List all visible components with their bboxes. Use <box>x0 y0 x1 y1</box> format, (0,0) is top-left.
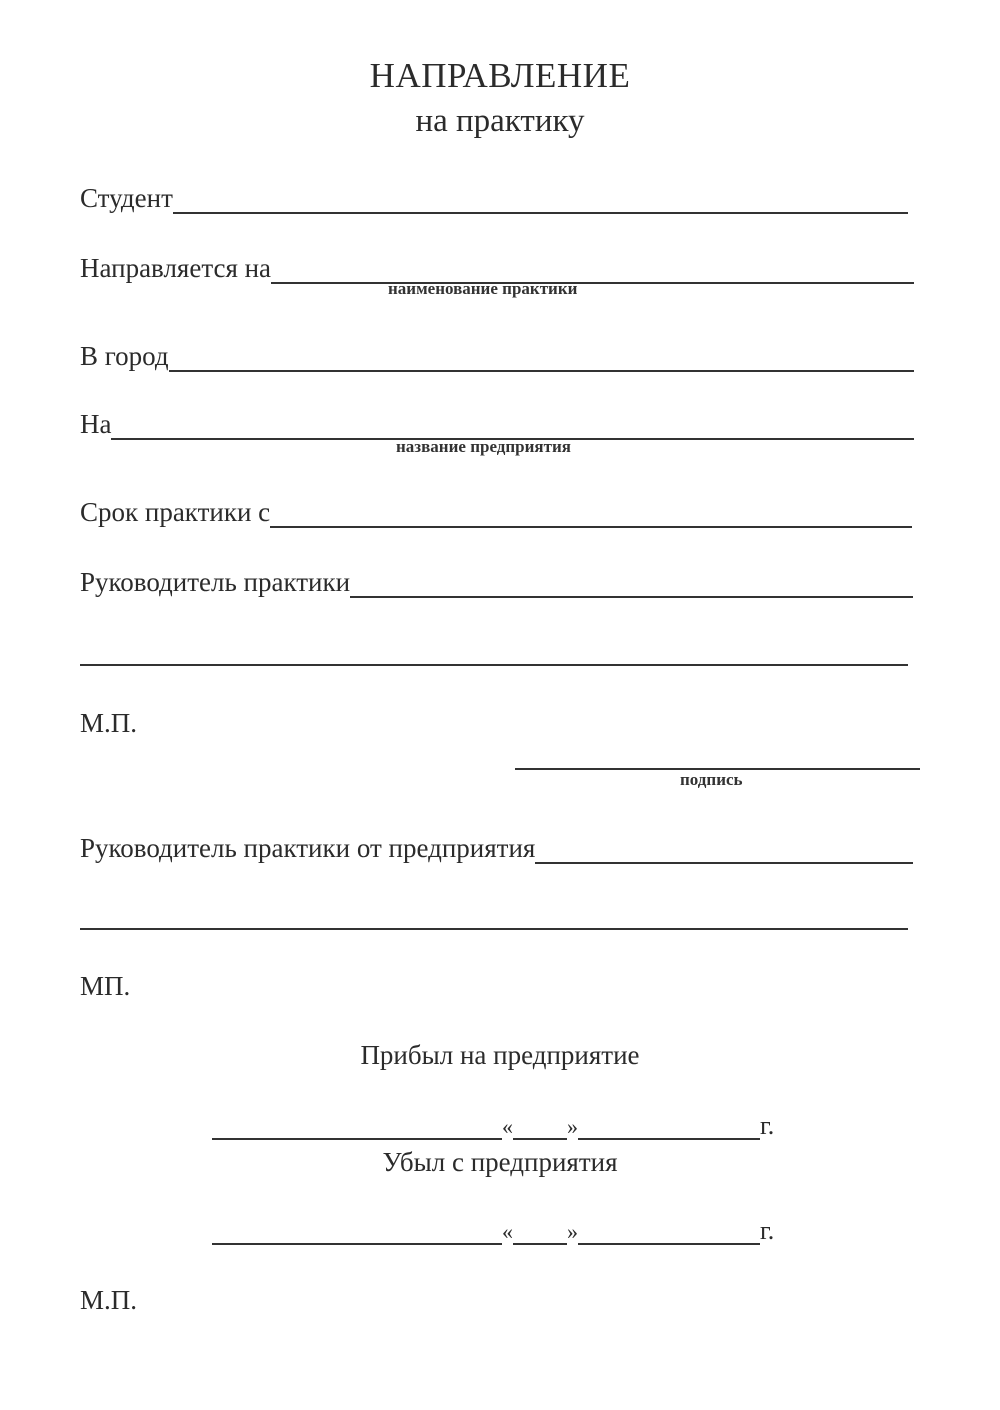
departure-day-field[interactable] <box>513 1213 567 1245</box>
arrival-day-field[interactable] <box>513 1108 567 1140</box>
arrival-open-quote: « <box>502 1114 513 1139</box>
period-field[interactable] <box>270 492 912 528</box>
departure-open-quote: « <box>502 1219 513 1244</box>
enterprise-supervisor-label: Руководитель практики от предприятия <box>80 833 536 863</box>
arrival-place-field[interactable] <box>212 1108 502 1140</box>
supervisor-continuation-field[interactable] <box>80 664 908 666</box>
page-subtitle: на практику <box>415 103 585 139</box>
student-row <box>80 180 908 214</box>
student-field[interactable] <box>173 178 908 214</box>
page-title: НАПРАВЛЕНИЕ <box>369 56 631 95</box>
practice-name-hint: наименование практики <box>388 279 578 298</box>
supervisor-field[interactable] <box>350 562 913 598</box>
enterprise-name-hint: название предприятия <box>396 437 571 456</box>
departure-month-field[interactable] <box>578 1213 760 1245</box>
stamp-label-3: М.П. <box>80 1285 138 1315</box>
period-label: Срок практики с <box>80 497 271 527</box>
enterprise-supervisor-continuation-field[interactable] <box>80 928 908 930</box>
departure-place-field[interactable] <box>212 1213 502 1245</box>
arrival-close-quote: » <box>567 1114 578 1139</box>
departure-close-quote: » <box>567 1219 578 1244</box>
supervisor-label: Руководитель практики <box>80 567 351 597</box>
departure-title: Убыл с предприятия <box>382 1147 618 1177</box>
enterprise-label: На <box>80 409 112 439</box>
departure-date-row <box>212 1215 792 1245</box>
arrival-date-row <box>212 1110 792 1140</box>
stamp-label-1: М.П. <box>80 708 138 738</box>
supervisor-row <box>80 564 913 598</box>
city-label: В город <box>80 341 169 371</box>
enterprise-row <box>80 406 914 440</box>
city-row <box>80 338 914 372</box>
directed-to-label: Направляется на <box>80 253 272 283</box>
arrival-title: Прибыл на предприятие <box>360 1040 640 1070</box>
student-label: Студент <box>80 183 173 213</box>
signature-hint: подпись <box>680 770 743 789</box>
arrival-year-suffix: г. <box>760 1111 775 1140</box>
arrival-month-field[interactable] <box>578 1108 760 1140</box>
departure-year-suffix: г. <box>760 1216 775 1245</box>
enterprise-field[interactable] <box>111 404 914 440</box>
enterprise-supervisor-field[interactable] <box>535 828 913 864</box>
stamp-label-2: МП. <box>80 971 131 1001</box>
period-row <box>80 494 912 528</box>
directed-to-field[interactable] <box>271 248 914 284</box>
city-field[interactable] <box>169 336 914 372</box>
enterprise-supervisor-row <box>80 830 913 864</box>
